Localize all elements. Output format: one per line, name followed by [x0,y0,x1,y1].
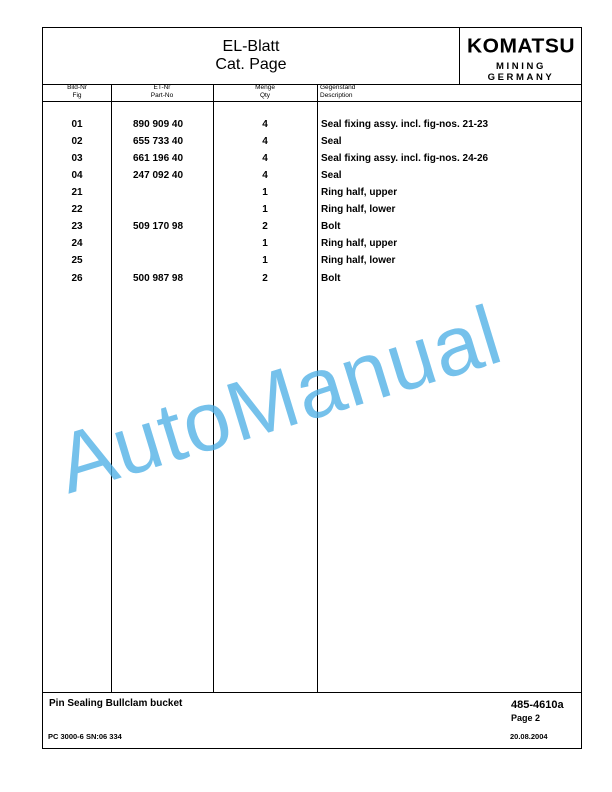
document-date: 20.08.2004 [510,732,548,741]
page-header [43,28,581,85]
fig-number: 04 [71,170,83,181]
description: Ring half, upper [321,187,398,198]
fig-number: 21 [71,187,83,198]
description: Bolt [321,221,341,232]
table-row [43,150,581,167]
quantity: 4 [262,170,268,181]
fig-number: 22 [71,204,83,215]
description: Seal [321,170,342,181]
fig-number: 24 [71,238,83,249]
logo-wordmark: KOMATSU [466,35,576,58]
table-row [43,184,581,201]
table-row [43,270,581,287]
machine-model: PC 3000-6 SN:06 334 [48,732,122,741]
quantity: 2 [262,273,268,284]
table-row [43,235,581,252]
description: Bolt [321,273,341,284]
fig-number: 03 [71,153,83,164]
fig-number: 25 [71,255,83,266]
description: Ring half, lower [321,204,396,215]
part-number: 509 170 98 [133,221,184,232]
logo-subtitle: MINING GERMANY [487,61,555,83]
fig-number: 26 [71,273,83,284]
fig-number: 23 [71,221,83,232]
description: Ring half, upper [321,238,398,249]
part-number: 500 987 98 [133,273,184,284]
table-row [43,252,581,269]
assembly-title: Pin Sealing Bullclam bucket [49,698,183,709]
quantity: 4 [262,153,268,164]
catalog-page-frame [42,27,582,749]
table-row [43,133,581,150]
quantity: 1 [262,255,268,266]
watermark: AutoManual [46,287,512,511]
page-number: Page 2 [511,713,541,723]
fig-number: 01 [71,119,83,130]
description: Ring half, lower [321,255,396,266]
column-header-part-no: ET-Nr Part-No [150,84,174,99]
table-row [43,218,581,235]
title-line-german: EL-Blatt [222,38,280,55]
column-header-description: Gegenstand Description [320,84,356,99]
table-row [43,116,581,133]
part-number: 661 196 40 [133,153,184,164]
table-row [43,201,581,218]
quantity: 1 [262,187,268,198]
page-title [43,38,459,74]
description: Seal fixing assy. incl. fig-nos. 21-23 [321,119,489,130]
document-number: 485-4610a [511,699,564,711]
column-header-fig: Bild-Nr Fig [67,84,87,99]
quantity: 4 [262,136,268,147]
description: Seal fixing assy. incl. fig-nos. 24-26 [321,153,489,164]
fig-number: 02 [71,136,83,147]
table-bottom-divider [43,692,581,693]
title-line-english: Cat. Page [215,56,287,73]
part-number: 890 909 40 [133,119,184,130]
column-header-divider [43,101,581,102]
quantity: 1 [262,238,268,249]
quantity: 4 [262,119,268,130]
description: Seal [321,136,342,147]
brand-logo [459,28,582,84]
column-header-qty: Menge Qty [255,84,275,99]
quantity: 1 [262,204,268,215]
part-number: 247 092 40 [133,170,184,181]
table-row [43,167,581,184]
quantity: 2 [262,221,268,232]
part-number: 655 733 40 [133,136,184,147]
